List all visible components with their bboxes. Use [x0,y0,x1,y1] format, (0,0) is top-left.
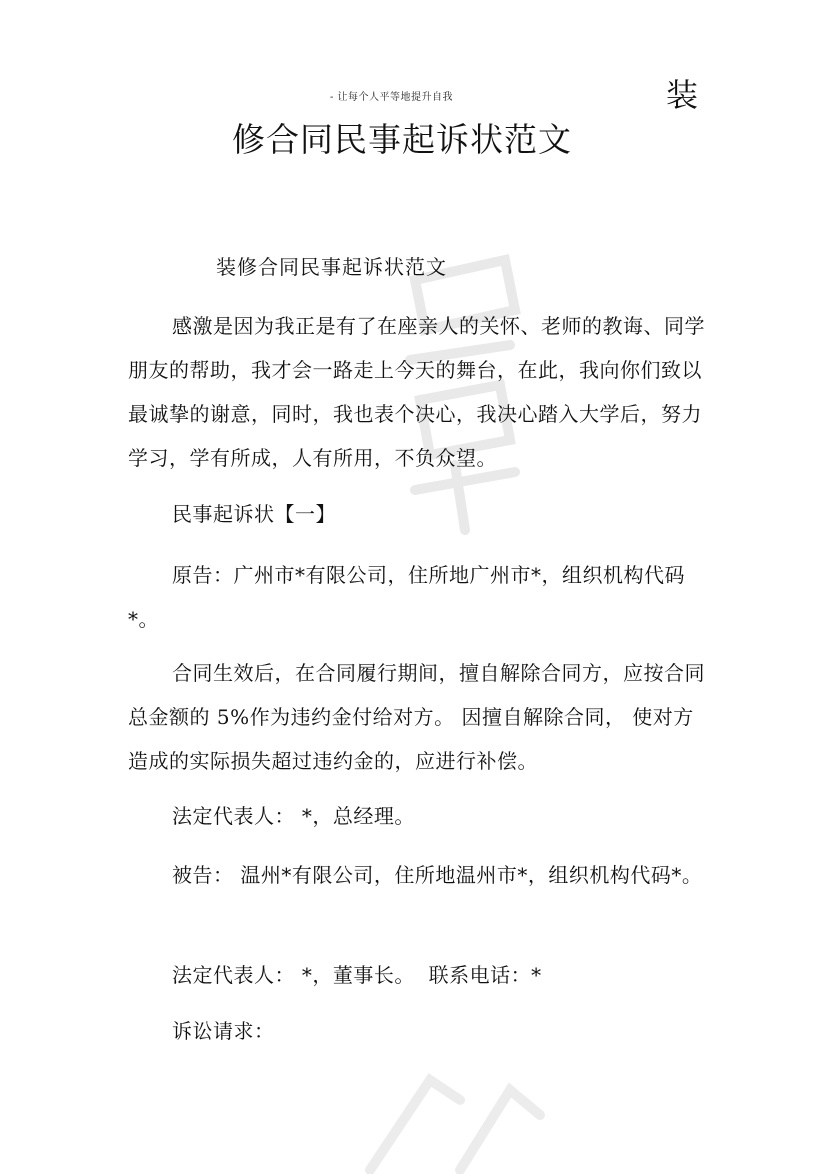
defendant-paragraph: 被告： 温州*有限公司，住所地温州市*，组织机构代码*。 [172,863,703,887]
plaintiff-paragraph: 原告：广州市*有限公司，住所地广州市*，组织机构代码*。 [128,563,685,631]
intro-paragraph: 感激是因为我正是有了在座亲人的关怀、老师的教诲、同学朋友的帮助，我才会一路走上今天的舞台，在此，我向你们致以最诚挚的谢意，同时，我也表个决心，我决心踏入大学后，努力学习，学有所成，人有所用，不负众望。 [128,314,705,470]
plaintiff-representative: 法定代表人： *，总经理。 [172,804,415,828]
defendant-representative: 法定代表人： *，董事长。 联系电话：* [172,963,542,987]
header-note: - 让每个人平等地提升自我 [330,92,454,103]
title-prefix: 装 [666,76,699,114]
watermark-graphic-bottom [350,1020,550,1174]
claims-heading: 诉讼请求： [172,1019,275,1043]
page-title: 修合同民事起诉状范文 [232,120,572,159]
contract-clause-paragraph: 合同生效后，在合同履行期间，擅自解除合同方，应按合同总金额的 5%作为违约金付给对方。 因擅自解除合同， 使对方造成的实际损失超过违约金的，应进行补偿。 [128,661,705,773]
document-subtitle: 装修合同民事起诉状范文 [216,255,447,279]
section-heading: 民事起诉状【一】 [172,502,336,526]
